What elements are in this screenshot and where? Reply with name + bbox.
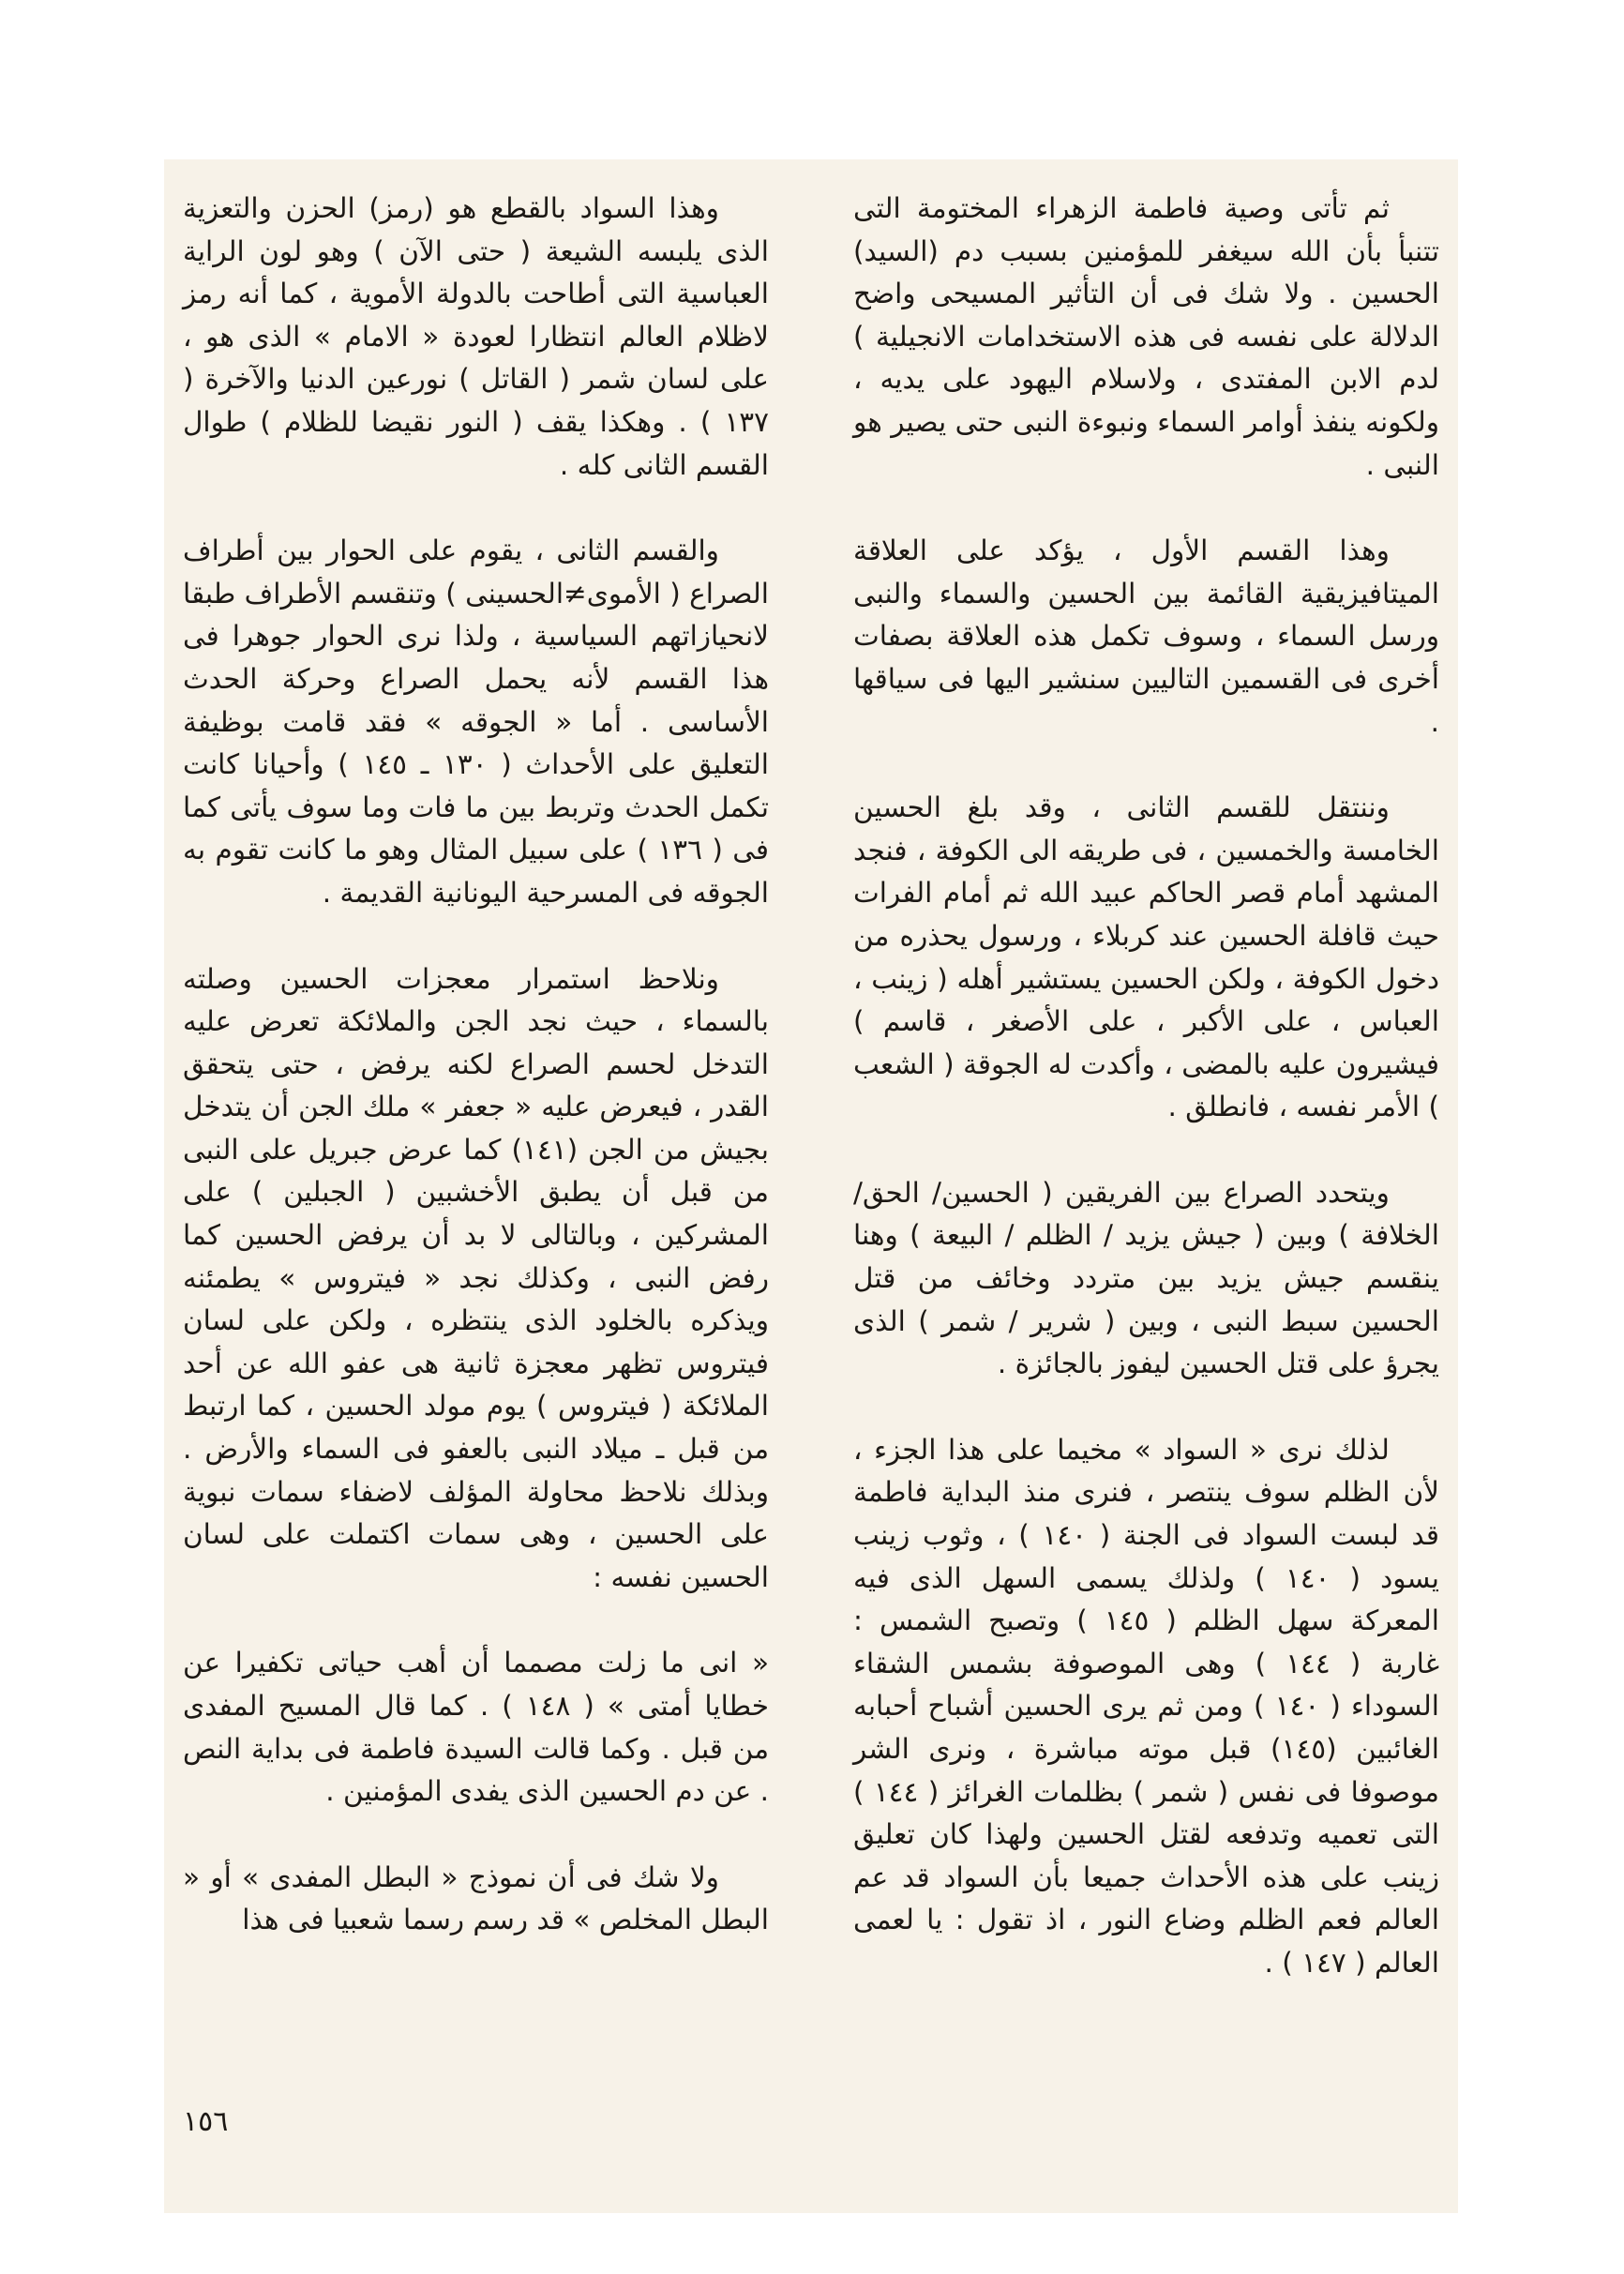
text-column-right <box>853 188 1439 2028</box>
paragraph: وننتقل للقسم الثانى ، وقد بلغ الحسين الخامسة والخمسين ، فى طريقه الى الكوفة ، فنجد المشهد أمام قصر الحاكم عبيد الله ثم أمام الفرات حيث قافلة الحسين عند كربلاء ، ورسول يحذره من دخول الكوفة ، ولكن الحسين يستشير أهله ( زينب ، العباس ، على الأكبر ، على الأصغر ، قاسم ) فيشيرون عليه بالمضى ، وأكدت له الجوقة ( الشعب ) الأمر نفسه ، فانطلق . <box>853 791 1439 1123</box>
paragraph: وهذا القسم الأول ، يؤكد على العلاقة الميتافيزيقية القائمة بين الحسين والسماء والنبى ورسل السماء ، وسوف تكمل هذه العلاقة بصفات أخرى فى القسمين التاليين سنشير اليها فى سياقها . <box>853 535 1439 738</box>
quotation-paragraph: « انى ما زلت مصمما أن أهب حياتى تكفيرا عن خطايا أمتى » ( ١٤٨ ) . كما قال المسيح المفدى من قبل . وكما قالت السيدة فاطمة فى بداية النص . عن دم الحسين الذى يفدى المؤمنين . <box>183 1647 769 1808</box>
paragraph: وهذا السواد بالقطع هو (رمز) الحزن والتعزية الذى يلبسه الشيعة ( حتى الآن ) وهو لون الراية العباسية التى أطاحت بالدولة الأموية ، كما أنه رمز لاظلام العالم انتظارا لعودة « الامام » الذى هو ، على لسان شمر ( القاتل ) نورعين الدنيا والآخرة ( ١٣٧ ) . وهكذا يقف ( النور نقيضا للظلام ) طوال القسم الثانى كله . <box>183 192 769 481</box>
paragraph: لذلك نرى « السواد » مخيما على هذا الجزء ، لأن الظلم سوف ينتصر ، فنرى منذ البداية فاطمة قد لبست السواد فى الجنة ( ١٤٠ ) ، وثوب زينب يسود ( ١٤٠ ) ولذلك يسمى السهل الذى فيه المعركة سهل الظلم ( ١٤٥ ) وتصبح الشمس : غاربة ( ١٤٤ ) وهى الموصوفة بشمس الشقاء السوداء ( ١٤٠ ) ومن ثم يرى الحسين أشباح أحبابه الغائبين (١٤٥) قبل موته مباشرة ، ونرى الشر موصوفا فى نفس ( شمر ) بظلمات الغرائز ( ١٤٤ ) التى تعميه وتدفعه لقتل الحسين ولهذا كان تعليق زينب على هذه الأحداث جميعا بأن السواد قد عم العالم فعم الظلم وضاع النور ، اذ تقول : يا لعمى العالم ( ١٤٧ ) . <box>853 1433 1440 1979</box>
paragraph: ولا شك فى أن نموذج « البطل المفدى » أو « البطل المخلص » قد رسم رسما شعبيا فى هذا <box>183 1860 769 1936</box>
paragraph: والقسم الثانى ، يقوم على الحوار بين أطراف الصراع ( الأموى≠الحسينى ) وتنقسم الأطراف طبقا لانحيازاتهم السياسية ، ولذا نرى الحوار جوهرا فى هذا القسم لأنه يحمل الصراع وحركة الحدث الأساسى . أما « الجوقه » فقد قامت بوظيفة التعليق على الأحداث ( ١٣٠ ـ ١٤٥ ) وأحيانا كانت تكمل الحدث وتربط بين ما فات وما سوف يأتى كما فى ( ١٣٦ ) على سبيل المثال وهو ما كانت تقوم به الجوقه فى المسرحية اليونانية القديمة . <box>182 535 769 909</box>
page-number: ١٥٦ <box>183 2105 229 2138</box>
paragraph: ونلاحظ استمرار معجزات الحسين وصلته بالسماء ، حيث نجد الجن والملائكة تعرض عليه التدخل لحسم الصراع لكنه يرفض ، حتى يتحقق القدر ، فيعرض عليه « جعفر » ملك الجن أن يتدخل بجيش من الجن (١٤١) كما عرض جبريل على النبى من قبل أن يطبق الأخشبين ( الجبلين ) على المشركين ، وبالتالى لا بد أن يرفض الحسين كما رفض النبى ، وكذلك نجد « فيتروس » يطمئنه ويذكره بالخلود الذى ينتظره ، ولكن على لسان فيتروس تظهر معجزة ثانية هى عفو الله عن أحد الملائكة ( فيتروس ) يوم مولد الحسين ، كما ارتبط من قبل ـ ميلاد النبى بالعفو فى السماء والأرض . وبذلك نلاحظ محاولة المؤلف لاضفاء سمات نبوية على الحسين ، وهى سمات اكتملت على لسان الحسين نفسه : <box>183 962 769 1593</box>
text-column-left <box>183 188 769 1985</box>
paragraph: ويتحدد الصراع بين الفريقين ( الحسين/ الحق/ الخلافة ) وبين ( جيش يزيد / الظلم / البيعة ) وهنا ينقسم جيش يزيد بين متردد وخائف من قتل الحسين سبط النبى ، وبين ( شرير / شمر ) الذى يجرؤ على قتل الحسين ليفوز بالجائزة . <box>853 1176 1439 1380</box>
paragraph: ثم تأتى وصية فاطمة الزهراء المختومة التى تتنبأ بأن الله سيغفر للمؤمنين بسبب دم (السيد) الحسين . ولا شك فى أن التأثير المسيحى واضح الدلالة على نفسه فى هذه الاستخدامات الانجيلية ) لدم الابن المفتدى ، ولاسلام اليهود على يديه ، ولكونه ينفذ أوامر السماء ونبوءة النبى حتى يصير هو النبى . <box>853 192 1439 481</box>
